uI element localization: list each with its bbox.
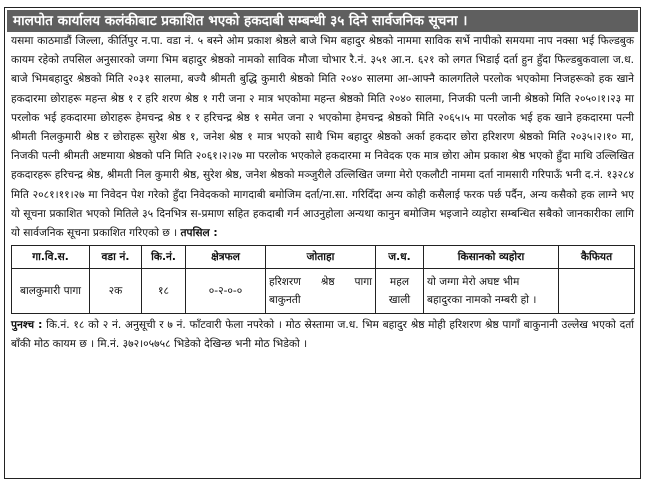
cell-wada: २क (90, 269, 142, 314)
footer-text: कि.नं. १८ को २ नं. अनुसूची र ७ नं. फाँटवारी फेला नपरेको । मोठ स्रेस्तामा ज.ध. भिम बहादुर श्रेष्ठ मोही हरिशरण श्रेष्ठ पागाँ बाकुनानी उल्लेख भएको दर्ता बाँकी मोठ कायम छ । मि.नं. ३७२।०५७५८ भिडेको देखिन्छ भनी मोठ भिडेको । (11, 319, 635, 351)
cell-jadha: महल खाली (376, 269, 424, 314)
cell-kaifiyat (559, 269, 635, 314)
cell-gavisa: बालकुमारी पागा (12, 269, 90, 314)
cell-area: ०-२-०-० (186, 269, 266, 314)
col-header-wada: वडा नं. (90, 246, 142, 269)
col-header-kina: कि.नं. (142, 246, 186, 269)
cell-kisan: यो जग्गा मेरो अघष्ट भीम बहादुरका नामको नम्बरी हो । (424, 269, 559, 314)
table-header-row (12, 246, 635, 269)
col-header-gavisa: गा.वि.स. (12, 246, 90, 269)
land-details-table (11, 245, 635, 314)
notice-body-text: यसमा काठमाडौं जिल्ला, कीर्तिपुर न.पा. वडा नं. ५ बस्ने ओम प्रकाश श्रेष्ठले बाजे भिम बहादुर श्रेष्ठको नाममा साविक सर्भे नापीको समयमा नाप नक्सा भई फिल्डबुक कायम रहेको तपसिल अनुसारको जग्गा भिम बहादुर श्रेष्ठको नामको साविक मौजा चोभार रै.नं. ३५१ आ.न. ६२१ को लगत भिडाई दर्ता हुन हुँदा फिल्डबुकवाला ज.ध. बाजे भिमबहादुर श्रेष्ठको मिति २०३१ सालमा, बज्यै श्रीमती बुद्धि कुमारी श्रेष्ठको मिति २०४० सालमा आ-आफ्नै कालगतिले परलोक भएकोमा निजहरूको हक खाने हकदारमा छोराहरू महन्त श्रेष्ठ १ र हरि शरण श्रेष्ठ १ गरी जना २ मात्र भएकोमा महन्त श्रेष्ठको मिति २०४० सालमा, निजकी पत्नी जानी श्रेष्ठको मिति २०५०।१।२३ मा परलोक भई हकदारमा छोराहरू हेमचन्द्र श्रेष्ठ १ र हरिचन्द्र श्रेष्ठ १ समेत जना २ भएकोमा हेमचन्द्र श्रेष्ठको मिति २०६५।५ मा परलोक भई हक खाने हकदारमा पत्नी श्रीमती निलकुमारी श्रेष्ठ र छोराहरू सुरेश श्रेष्ठ १, जनेश श्रेष्ठ १ मात्र भएको साथै भिम बहादुर श्रेष्ठको अर्का हकदार छोरा हरिशरण श्रेष्ठको मिति २०३५।२।१० मा, निजकी पत्नी श्रीमती अष्टमाया श्रेष्ठको पनि मिति २०६१।२।२७ मा परलोक भएकोले हकदारमा म निवेदक एक मात्र छोरा ओम प्रकाश श्रेष्ठ भएको हुँदा माथि उल्लिखित हकदारहरू हरिचन्द्र श्रेष्ठ, श्रीमती निल कुमारी श्रेष्ठ, सुरेश श्रेष्ठ, जनेश श्रेष्ठको मञ्जुरीले उल्लिखित जग्गा मेरो एकलौटी नाममा दर्ता नामसारी गरिपाऊँ भनी द.नं. १३२८४ मिति २०८१।११।२७ मा निवेदन पेश गरेको हुँदा निवेदकको मागदाबी बमोजिम दर्ता/ना.सा. गरिदिँदा अन्य कोही कसैलाई फरक पर्छ पर्दैन, अन्य कसैको हक लाग्ने भए यो सूचना प्रकाशित भएको मितिले ३५ दिनभित्र स-प्रमाण सहित हकदाबी गर्न आउनुहोला अन्यथा कानुन बमोजिम भइजाने व्यहोरा सम्बन्धित सबैको जानकारीका लागि यो सार्वजनिक सूचना प्रकाशित गरिएको छ । (11, 35, 634, 240)
notice-title: मालपोत कार्यालय कलंकीबाट प्रकाशित भएको हकदाबी सम्बन्धी ३५ दिने सार्वजनिक सूचना । (7, 10, 638, 32)
col-header-kaifiyat: कैफियत (559, 246, 635, 269)
public-notice (4, 7, 641, 479)
tapasil-label: तपसिल : (180, 227, 218, 240)
col-header-jadha: ज.ध. (376, 246, 424, 269)
cell-kina: १८ (142, 269, 186, 314)
cell-jotaha: हरिशरण श्रेष्ठ पागा बाकुनती (266, 269, 376, 314)
footer-label: पुनश्च : (11, 319, 43, 332)
col-header-jotaha: जोताहा (266, 246, 376, 269)
notice-footer (5, 314, 640, 354)
col-header-area: क्षेत्रफल (186, 246, 266, 269)
table-row (12, 269, 635, 314)
notice-body (5, 32, 640, 243)
col-header-kisan: किसानको व्यहोरा (424, 246, 559, 269)
